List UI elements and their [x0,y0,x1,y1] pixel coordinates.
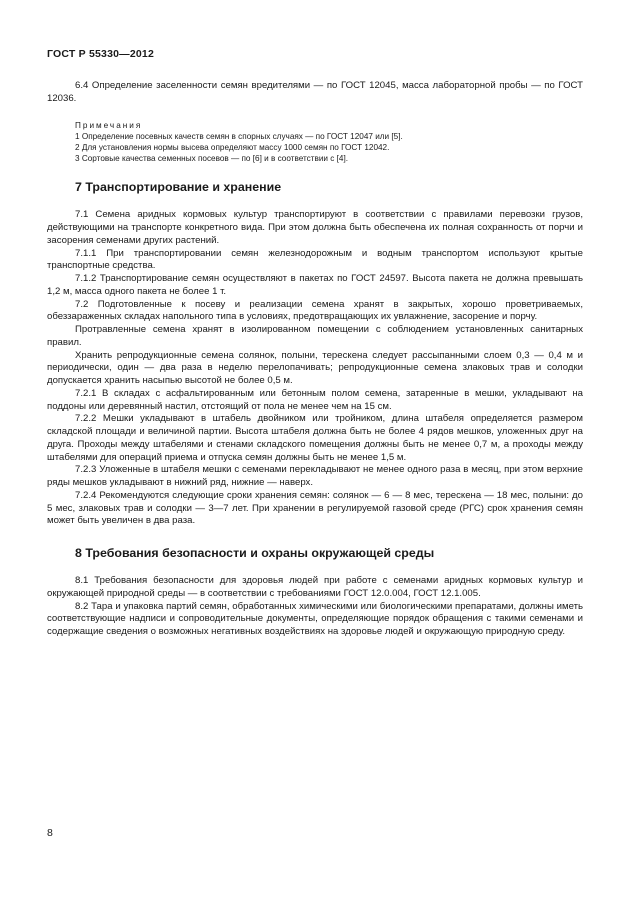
paragraph-7-2: 7.2 Подготовленные к посеву и реализации семена хранят в закрытых, хорошо проветриваемых, обеззараженных складах напольного типа в условиях, предотвращающих их увлажнение, засорение и порчу. [47,298,583,323]
paragraph-7-2-4: 7.2.4 Рекомендуются следующие сроки хранения семян: солянок — 6 — 8 мес, терескена — 18 мес, полыни: до 5 мес, злаковых трав и солодки — 3—7 лет. При хранении в регулируемой газовой среде (РГС) срок хранения семян может быть увеличен в два раза. [47,489,583,527]
paragraph-7-1: 7.1 Семена аридных кормовых культур транспортируют в соответствии с правилами перевозки грузов, действующими на транспорте конкретного вида. При этом должна быть обеспечена их полная сохранность от порчи и засорения семенами других растений. [47,209,583,246]
document-header: ГОСТ Р 55330—2012 [47,48,155,60]
page-number: 8 [47,827,53,839]
section-7-heading: 7 Транспортирование и хранение [75,180,282,195]
paragraph-7-2-1: 7.2.1 В складах с асфальтированным или бетонным полом семена, затаренные в мешки, укладывают на поддоны или деревянный настил, отстоящий от пола не менее чем на 15 см. [47,387,583,412]
notes-title: Примечания [75,120,143,130]
note-item: 3 Сортовые качества семенных посевов — по [6] и в соответствии с [4]. [75,154,349,164]
page-body [47,80,583,639]
paragraph-7-2-2: 7.2.2 Мешки укладывают в штабель двойником или тройником, длина штабеля определяется размером складской площади и величиной партии. Высота штабеля должна быть не более 4 рядов мешков, уложенных друг на друга. Проходы между штабелями и стенами складского помещения должны быть не менее 0,7 м, а проходы между штабелями для операций приема и отпуска семян должны быть не менее 1,5 м. [47,413,583,463]
note-item: 2 Для установления нормы высева определяют массу 1000 семян по ГОСТ 12042. [75,142,390,152]
paragraph-7-1-1: 7.1.1 При транспортировании семян железнодорожным и водным транспортом используют крытые транспортные средства. [47,247,583,272]
paragraph-8-1: 8.1 Требования безопасности для здоровья людей при работе с семенами аридных кормовых культур и окружающей природной среды — в соответствии с требованиями ГОСТ 12.0.004, ГОСТ 12.1.005. [47,575,583,599]
paragraph-7-2-3: 7.2.3 Уложенные в штабеля мешки с семенами перекладывают не менее одного раза в месяц, при этом верхние ряды мешков укладывают в нижний ряд, нижние — наверх. [47,464,583,489]
section-8-heading: 8 Требования безопасности и охраны окружающей среды [75,546,435,561]
paragraph-6-4: 6.4 Определение заселенности семян вредителями — по ГОСТ 12045, масса лабораторной пробы — по ГОСТ 12036. [47,80,583,104]
paragraph-7-2-storage: Хранить репродукционные семена солянок, полыни, терескена следует рассыпанными слоем 0,3 — 0,4 м и периодически, один — два раза в неделю перелопачивать; репродукционные семена злаковых трав и солодки допускается хранить насыпью высотой не более 0,5 м. [47,349,583,387]
paragraph-8-2: 8.2 Тара и упаковка партий семян, обработанных химическими или биологическими препаратами, должны иметь соответствующие надписи и сопроводительные документы, определяющие порядок обращения с такими семенами и содержащие сведения о возможных негативных воздействиях на здоровье людей и окружающую природную среду. [47,600,583,638]
paragraph-7-2-treated: Протравленные семена хранят в изолированном помещении с соблюдением установленных санитарных правил. [47,324,583,348]
note-item: 1 Определение посевных качеств семян в спорных случаях — по ГОСТ 12047 или [5]. [75,131,403,141]
paragraph-7-1-2: 7.1.2 Транспортирование семян осуществляют в пакетах по ГОСТ 24597. Высота пакета не должна превышать 1,2 м, масса одного пакета не более 1 т. [47,273,583,297]
